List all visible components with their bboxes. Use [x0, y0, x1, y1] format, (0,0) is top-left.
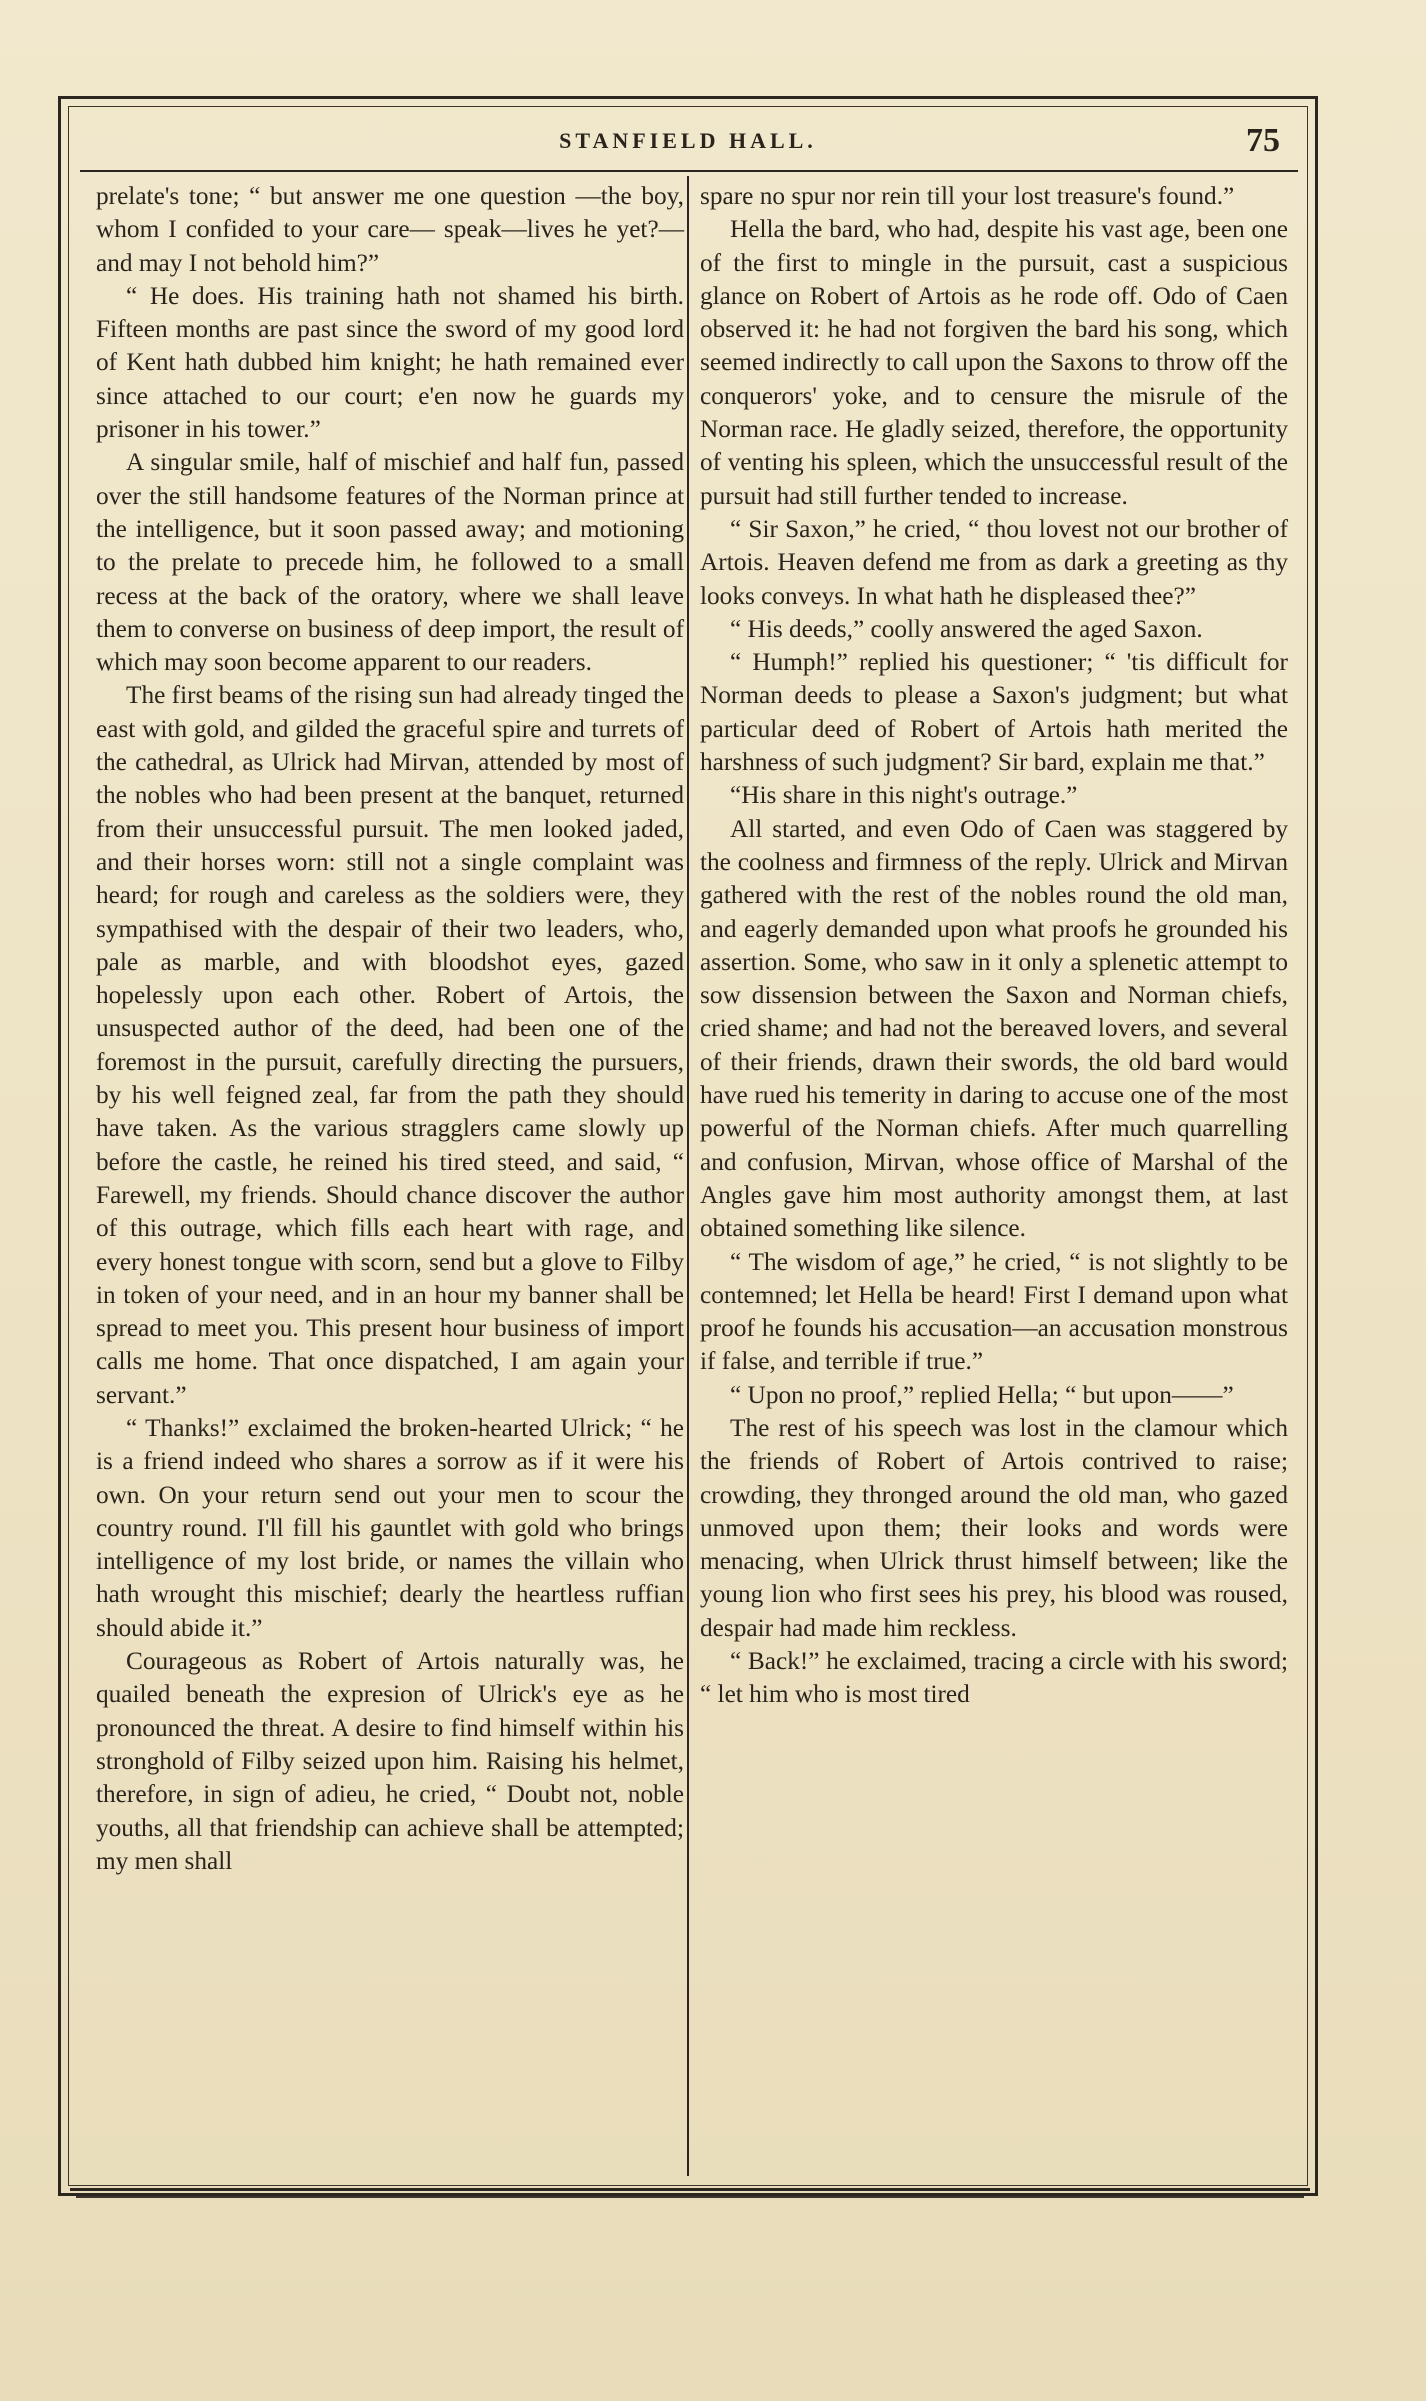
paragraph: prelate's tone; “ but answer me one question —the boy, whom I confided to your care— speak—lives he yet?—and may I not behold him?”	[96, 182, 684, 277]
right-column	[700, 180, 1288, 1712]
paragraph: “ Thanks!” exclaimed the broken-hearted Ulrick; “ he is a friend indeed who shares a sorrow as if it were his own. On your return send out your men to scour the country round. I'll fill his gauntlet with gold who brings intelligence of my lost bride, or names the villain who hath wrought this mischief; dearly the heartless ruffian should abide it.”	[96, 1413, 684, 1642]
bottom-rule	[70, 2188, 1310, 2191]
paragraph: “ He does. His training hath not shamed his birth. Fifteen months are past since the sword of my good lord of Kent hath dubbed him knight; he hath remained ever since attached to our court; e'en now he guards my prisoner in his tower.”	[96, 281, 684, 444]
paragraph: A singular smile, half of mischief and half fun, passed over the still handsome features of the Norman prince at the intelligence, but it soon passed away; and motioning to the prelate to precede him, he followed to a small recess at the back of the oratory, where we shall leave them to converse on business of deep import, the result of which may soon become apparent to our readers.	[96, 448, 684, 677]
left-column	[96, 180, 684, 1878]
paragraph: “ Humph!” replied his questioner; “ 'tis difficult for Norman deeds to please a Saxon's judgment; but what particular deed of Robert of Artois hath merited the harshness of such judgment? Sir bard, explain me that.”	[700, 648, 1288, 777]
paragraph: The first beams of the rising sun had already tinged the east with gold, and gilded the graceful spire and turrets of the cathedral, as Ulrick had Mirvan, attended by most of the nobles who had been present at the banquet, returned from their unsuccessful pursuit. The men looked jaded, and their horses worn: still not a single complaint was heard; for rough and careless as the soldiers were, they sympathised with the despair of their two leaders, who, pale as marble, and with bloodshot eyes, gazed hopelessly upon each other. Robert of Artois, the unsuspected author of the deed, had been one of the foremost in the pursuit, carefully directing the pursuers, by his well feigned zeal, far from the path they should have taken. As the various stragglers came slowly up before the castle, he reined his tired steed, and said, “ Farewell, my friends. Should chance discover the author of this outrage, which fills each heart with rage, and every honest tongue with scorn, send but a glove to Filby in token of your need, and in an hour my banner shall be spread to meet you. This present hour business of import calls me home. That once dispatched, I am again your servant.”	[96, 681, 684, 1409]
page-header	[70, 118, 1306, 170]
header-rule	[80, 170, 1298, 172]
column-divider	[687, 176, 689, 2176]
page-number: 75	[1246, 122, 1280, 159]
paragraph: “ Upon no proof,” replied Hella; “ but upon——”	[730, 1380, 1234, 1409]
paragraph: Hella the bard, who had, despite his vast age, been one of the first to mingle in the pursuit, cast a suspicious glance on Robert of Artois as he rode off. Odo of Caen observed it: he had not forgiven the bard his song, which seemed indirectly to call upon the Saxons to throw off the conquerors' yoke, and to censure the misrule of the Norman race. He gladly seized, therefore, the opportunity of venting his spleen, which the unsuccessful result of the pursuit had still further tended to increase.	[700, 215, 1288, 510]
paragraph: All started, and even Odo of Caen was staggered by the coolness and firmness of the reply. Ulrick and Mirvan gathered with the rest of the nobles round the old man, and eagerly demanded upon what proofs he grounded his assertion. Some, who saw in it only a splenetic attempt to sow dissension between the Saxon and Norman chiefs, cried shame; and had not the bereaved lovers, and several of their friends, drawn their swords, the old bard would have rued his temerity in daring to accuse one of the most powerful of the Norman chiefs. After much quarrelling and confusion, Mirvan, whose office of Marshal of the Angles gave him most authority amongst them, at last obtained something like silence.	[700, 814, 1288, 1243]
paragraph: “ Sir Saxon,” he cried, “ thou lovest not our brother of Artois. Heaven defend me from as dark a greeting as thy looks conveys. In what hath he displeased thee?”	[700, 514, 1288, 610]
paragraph: “ The wisdom of age,” he cried, “ is not slightly to be contemned; let Hella be heard! First I demand upon what proof he founds his accusation—an accusation monstrous if false, and terrible if true.”	[700, 1247, 1288, 1376]
paragraph: The rest of his speech was lost in the clamour which the friends of Robert of Artois contrived to raise; crowding, they thronged around the old man, who gazed unmoved upon them; their looks and words were menacing, when Ulrick thrust himself between; like the young lion who first sees his prey, his blood was roused, despair had made him reckless.	[700, 1413, 1288, 1642]
paragraph: spare no spur nor rein till your lost treasure's found.”	[700, 182, 1235, 210]
paragraph: “ His deeds,” coolly answered the aged Saxon.	[730, 614, 1203, 643]
paragraph: Courageous as Robert of Artois naturally was, he quailed beneath the expresion of Ulrick's eye as he pronounced the threat. A desire to find himself within his stronghold of Filby seized upon him. Raising his helmet, therefore, in sign of adieu, he cried, “ Doubt not, noble youths, all that friendship can achieve shall be attempted; my men shall	[96, 1647, 684, 1875]
paragraph: “His share in this night's outrage.”	[730, 781, 1078, 810]
bottom-rule-thin	[76, 2196, 1304, 2198]
paragraph: “ Back!” he exclaimed, tracing a circle with his sword; “ let him who is most tired	[700, 1647, 1288, 1709]
running-title: STANFIELD HALL.	[559, 128, 817, 153]
